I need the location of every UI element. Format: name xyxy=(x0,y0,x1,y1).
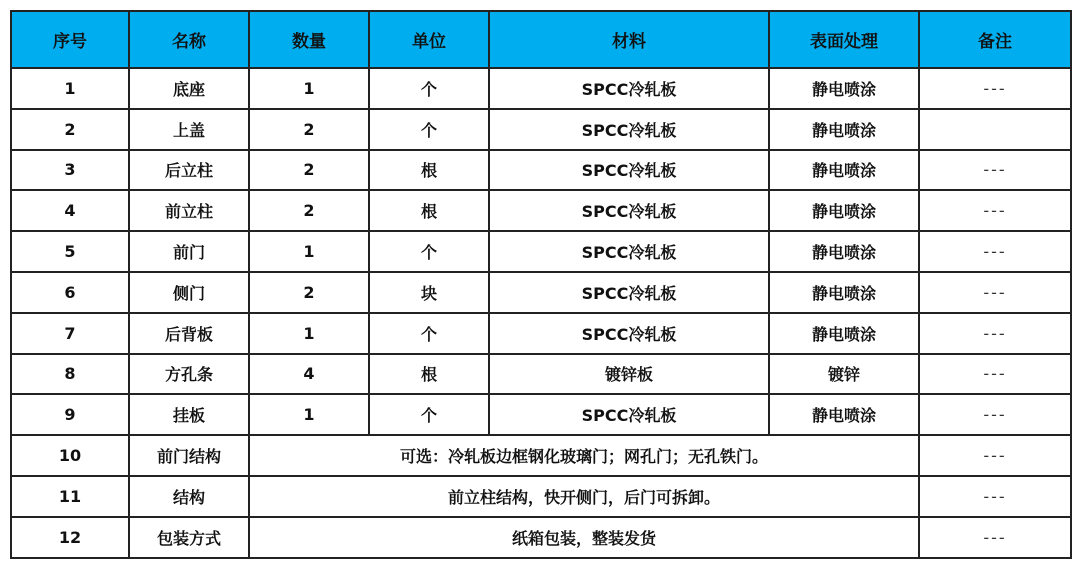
cell-no: 8 xyxy=(11,354,129,395)
cell-no: 6 xyxy=(11,272,129,313)
table-row xyxy=(11,190,1071,231)
cell-material: SPCC冷轧板 xyxy=(489,68,769,109)
cell-qty: 2 xyxy=(249,109,369,150)
header-qty: 数量 xyxy=(249,11,369,68)
cell-finish: 镀锌 xyxy=(769,354,919,395)
cell-merged-text: 可选：冷轧板边框钢化玻璃门；网孔门；无孔铁门。 xyxy=(249,435,919,476)
cell-remark: --- xyxy=(919,150,1071,191)
parts-table-container xyxy=(10,10,1070,559)
table-row xyxy=(11,68,1071,109)
cell-qty: 2 xyxy=(249,150,369,191)
cell-name: 后背板 xyxy=(129,313,249,354)
cell-no: 11 xyxy=(11,476,129,517)
cell-qty: 1 xyxy=(249,231,369,272)
cell-qty: 4 xyxy=(249,354,369,395)
table-row xyxy=(11,394,1071,435)
cell-unit: 个 xyxy=(369,231,489,272)
cell-no: 9 xyxy=(11,394,129,435)
cell-finish: 静电喷涂 xyxy=(769,313,919,354)
table-row xyxy=(11,272,1071,313)
cell-unit: 根 xyxy=(369,190,489,231)
cell-remark: --- xyxy=(919,272,1071,313)
table-row xyxy=(11,313,1071,354)
cell-name: 后立柱 xyxy=(129,150,249,191)
cell-finish: 静电喷涂 xyxy=(769,190,919,231)
cell-name: 前门 xyxy=(129,231,249,272)
cell-remark xyxy=(919,109,1071,150)
cell-finish: 静电喷涂 xyxy=(769,272,919,313)
cell-no: 5 xyxy=(11,231,129,272)
cell-remark: --- xyxy=(919,354,1071,395)
cell-no: 7 xyxy=(11,313,129,354)
cell-finish: 静电喷涂 xyxy=(769,394,919,435)
cell-name: 侧门 xyxy=(129,272,249,313)
cell-material: 镀锌板 xyxy=(489,354,769,395)
cell-remark: --- xyxy=(919,435,1071,476)
cell-remark: --- xyxy=(919,313,1071,354)
parts-table xyxy=(10,10,1072,559)
cell-remark: --- xyxy=(919,231,1071,272)
table-row xyxy=(11,354,1071,395)
cell-qty: 1 xyxy=(249,394,369,435)
table-row xyxy=(11,150,1071,191)
cell-material: SPCC冷轧板 xyxy=(489,272,769,313)
cell-name: 挂板 xyxy=(129,394,249,435)
header-material: 材料 xyxy=(489,11,769,68)
cell-unit: 个 xyxy=(369,68,489,109)
cell-unit: 个 xyxy=(369,109,489,150)
cell-unit: 块 xyxy=(369,272,489,313)
cell-name: 前立柱 xyxy=(129,190,249,231)
cell-name: 结构 xyxy=(129,476,249,517)
header-finish: 表面处理 xyxy=(769,11,919,68)
cell-remark: --- xyxy=(919,517,1071,558)
merged-row xyxy=(11,517,1071,558)
cell-finish: 静电喷涂 xyxy=(769,68,919,109)
cell-name: 上盖 xyxy=(129,109,249,150)
cell-remark: --- xyxy=(919,476,1071,517)
cell-qty: 1 xyxy=(249,313,369,354)
cell-material: SPCC冷轧板 xyxy=(489,150,769,191)
cell-finish: 静电喷涂 xyxy=(769,109,919,150)
header-remark: 备注 xyxy=(919,11,1071,68)
cell-unit: 根 xyxy=(369,150,489,191)
cell-no: 12 xyxy=(11,517,129,558)
cell-finish: 静电喷涂 xyxy=(769,150,919,191)
cell-remark: --- xyxy=(919,394,1071,435)
cell-remark: --- xyxy=(919,68,1071,109)
cell-material: SPCC冷轧板 xyxy=(489,394,769,435)
table-row xyxy=(11,109,1071,150)
cell-no: 2 xyxy=(11,109,129,150)
header-name: 名称 xyxy=(129,11,249,68)
header-no: 序号 xyxy=(11,11,129,68)
cell-name: 方孔条 xyxy=(129,354,249,395)
cell-qty: 2 xyxy=(249,190,369,231)
cell-no: 1 xyxy=(11,68,129,109)
cell-merged-text: 前立柱结构，快开侧门，后门可拆卸。 xyxy=(249,476,919,517)
cell-unit: 个 xyxy=(369,313,489,354)
cell-unit: 根 xyxy=(369,354,489,395)
header-unit: 单位 xyxy=(369,11,489,68)
cell-material: SPCC冷轧板 xyxy=(489,231,769,272)
cell-no: 3 xyxy=(11,150,129,191)
cell-merged-text: 纸箱包装，整装发货 xyxy=(249,517,919,558)
cell-name: 底座 xyxy=(129,68,249,109)
cell-material: SPCC冷轧板 xyxy=(489,109,769,150)
cell-no: 4 xyxy=(11,190,129,231)
cell-name: 前门结构 xyxy=(129,435,249,476)
table-row xyxy=(11,231,1071,272)
cell-remark: --- xyxy=(919,190,1071,231)
cell-qty: 2 xyxy=(249,272,369,313)
cell-name: 包装方式 xyxy=(129,517,249,558)
cell-material: SPCC冷轧板 xyxy=(489,313,769,354)
header-row xyxy=(11,11,1071,68)
cell-unit: 个 xyxy=(369,394,489,435)
cell-material: SPCC冷轧板 xyxy=(489,190,769,231)
merged-row xyxy=(11,435,1071,476)
merged-row xyxy=(11,476,1071,517)
cell-qty: 1 xyxy=(249,68,369,109)
cell-no: 10 xyxy=(11,435,129,476)
cell-finish: 静电喷涂 xyxy=(769,231,919,272)
